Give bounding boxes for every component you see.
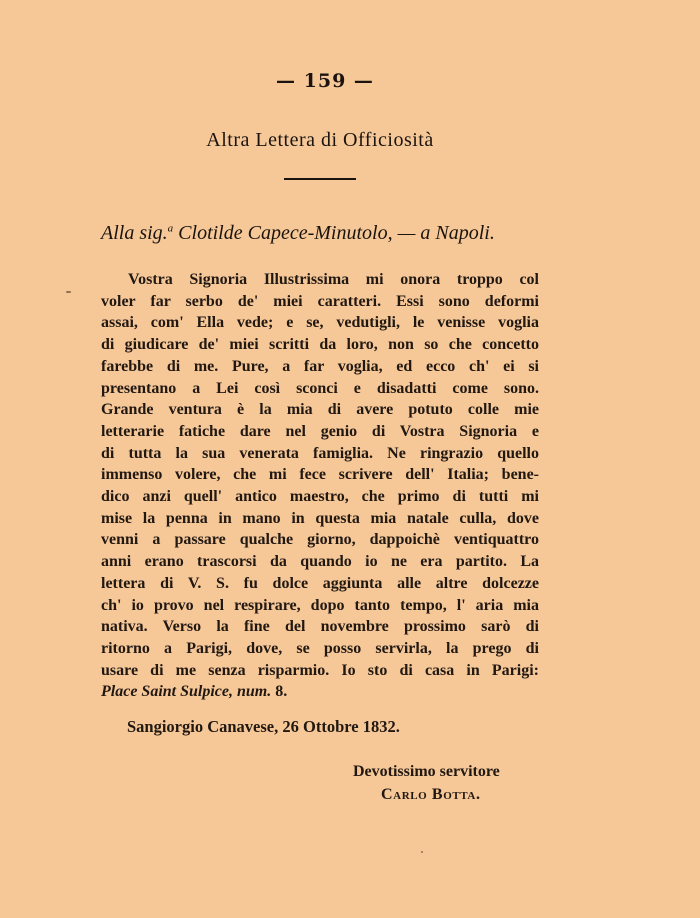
- page-number: — 159 —: [276, 70, 374, 92]
- letter-line: di giudicare de' miei scritti da loro, non so che concetto: [101, 336, 539, 354]
- letter-line-final: [101, 681, 539, 703]
- address-italic: Place Saint Sulpice, num.: [101, 683, 272, 701]
- letter-signature: Carlo Botta.: [381, 786, 481, 803]
- letter-body: [101, 269, 539, 703]
- letter-line: farebbe di me. Pure, a far voglia, ed ecco ch' ei si: [101, 357, 539, 375]
- letter-line: lettera di V. S. fu dolce aggiunta alle altre dolcezze: [101, 574, 539, 592]
- letter-line: nativa. Verso la fine del novembre prossimo sarò di: [101, 618, 539, 636]
- addressee-prefix: Alla sig.: [101, 222, 168, 244]
- letter-line: usare di me senza risparmio. Io sto di casa in Parigi:: [101, 661, 539, 679]
- letter-line: Vostra Signoria Illustrissima mi onora troppo col: [128, 271, 539, 288]
- letter-line: Grande ventura è la mia di avere potuto colle mie: [101, 401, 539, 419]
- addressee-superscript: a: [167, 222, 174, 235]
- paper-speck: [421, 851, 423, 853]
- address-number: 8.: [271, 683, 288, 701]
- letter-line: mise la penna in mano in questa mia natale culla, dove: [101, 509, 539, 527]
- paper-speck: [66, 291, 71, 293]
- letter-closing: Devotissimo servitore: [353, 763, 500, 780]
- letter-line: venni a passare qualche giorno, dappoichè ventiquattro: [101, 531, 539, 549]
- letter-line: dico anzi quell' antico maestro, che primo di tutti mi: [101, 488, 539, 506]
- addressee-rest: Clotilde Capece-Minutolo, — a Napoli.: [173, 222, 495, 244]
- heading-divider: [284, 178, 356, 180]
- letter-line: ch' io provo nel respirare, dopo tanto tempo, l' aria mia: [101, 596, 539, 614]
- letter-line: assai, com' Ella vede; e se, vedutigli, le venisse voglia: [101, 314, 539, 332]
- section-heading: Altra Lettera di Officiosità: [206, 129, 434, 151]
- letter-addressee: [101, 222, 541, 245]
- letter-line: presentano a Lei così sconci e disadatti come sono.: [101, 379, 539, 397]
- letter-line: anni erano trascorsi da quando io ne era partito. La: [101, 553, 539, 571]
- letter-line: di tutta la sua venerata famiglia. Ne ringrazio quello: [101, 444, 539, 462]
- letter-line: letterarie fatiche dare nel genio di Vostra Signoria e: [101, 422, 539, 440]
- letter-line: immenso volere, che mi fece scrivere dell' Italia; bene-: [101, 466, 539, 484]
- letter-line: ritorno a Parigi, dove, se posso servirla, la prego di: [101, 639, 539, 657]
- place-and-date: Sangiorgio Canavese, 26 Ottobre 1832.: [127, 717, 400, 736]
- letter-line: voler far serbo de' miei caratteri. Essi sono deformi: [101, 292, 539, 310]
